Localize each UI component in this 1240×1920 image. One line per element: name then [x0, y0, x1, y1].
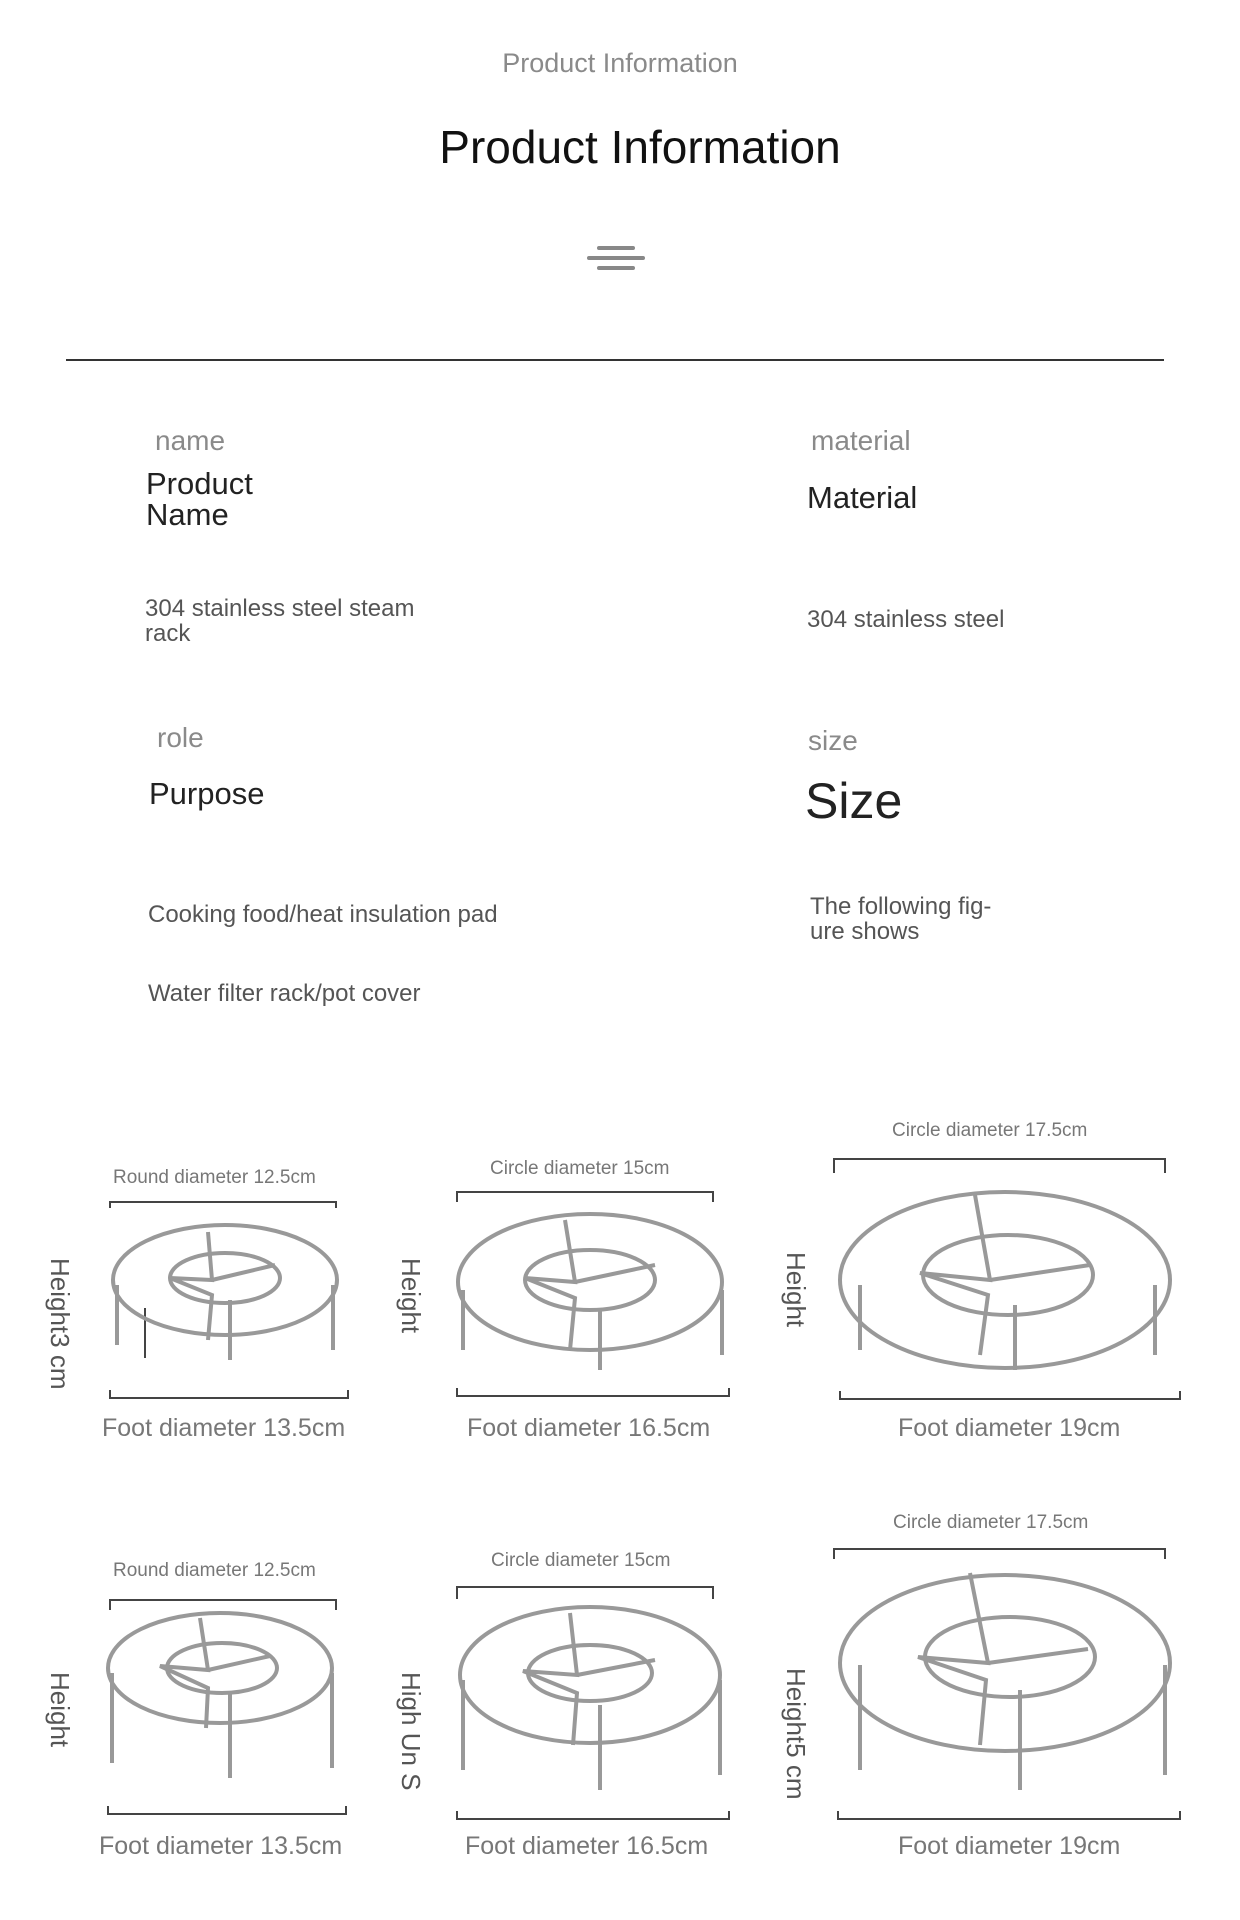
rack-3-illustration: [830, 1155, 1190, 1405]
rack-6-top-diameter: Circle diameter 17.5cm: [893, 1512, 1089, 1533]
role-label: Purpose: [149, 776, 265, 811]
rack-3-height-label: Height: [781, 1252, 811, 1328]
role-small-label: role: [157, 722, 204, 753]
role-value-1: Cooking food/heat insulation pad: [148, 901, 498, 928]
material-label: Material: [807, 480, 918, 515]
rack-1-foot-diameter: Foot diameter 13.5cm: [102, 1414, 346, 1442]
page-title: Product Information: [439, 121, 841, 173]
rack-5-height-label: High Un S: [396, 1672, 426, 1791]
name-label: Product Name: [146, 466, 253, 532]
rack-1-top-diameter: Round diameter 12.5cm: [113, 1167, 316, 1188]
rack-2-illustration: [455, 1190, 745, 1400]
rack-5-illustration: [455, 1585, 745, 1825]
material-small-label: material: [811, 425, 911, 456]
rack-1-height-label: Height3 cm: [45, 1258, 75, 1390]
rack-5-foot-diameter: Foot diameter 16.5cm: [465, 1832, 709, 1860]
rack-3-foot-diameter: Foot diameter 19cm: [898, 1414, 1121, 1442]
rack-4-top-diameter: Round diameter 12.5cm: [113, 1560, 316, 1581]
rack-4-illustration: [100, 1598, 360, 1818]
rack-2-height-label: Height: [396, 1258, 426, 1334]
menu-lines-icon: [587, 243, 645, 275]
rack-6-foot-diameter: Foot diameter 19cm: [898, 1832, 1121, 1860]
rack-6-height-label: Height5 cm: [781, 1668, 811, 1800]
material-value: 304 stainless steel: [807, 606, 1005, 633]
size-small-label: size: [808, 725, 858, 756]
size-label: Size: [805, 773, 903, 829]
rack-4-height-label: Height: [45, 1672, 75, 1748]
rack-6-illustration: [830, 1545, 1190, 1825]
rack-2-foot-diameter: Foot diameter 16.5cm: [467, 1414, 711, 1442]
rack-4-foot-diameter: Foot diameter 13.5cm: [99, 1832, 343, 1860]
name-value: 304 stainless steel steam rack: [145, 595, 415, 648]
header-divider: [66, 359, 1164, 361]
rack-3-top-diameter: Circle diameter 17.5cm: [892, 1120, 1088, 1141]
rack-5-top-diameter: Circle diameter 15cm: [491, 1550, 671, 1571]
size-value: The following fig-ure shows: [810, 893, 992, 946]
name-small-label: name: [155, 425, 226, 456]
rack-1-illustration: [100, 1200, 360, 1400]
rack-2-top-diameter: Circle diameter 15cm: [490, 1158, 670, 1179]
section-subtitle: Product Information: [502, 48, 738, 78]
role-value-2: Water filter rack/pot cover: [148, 980, 421, 1007]
